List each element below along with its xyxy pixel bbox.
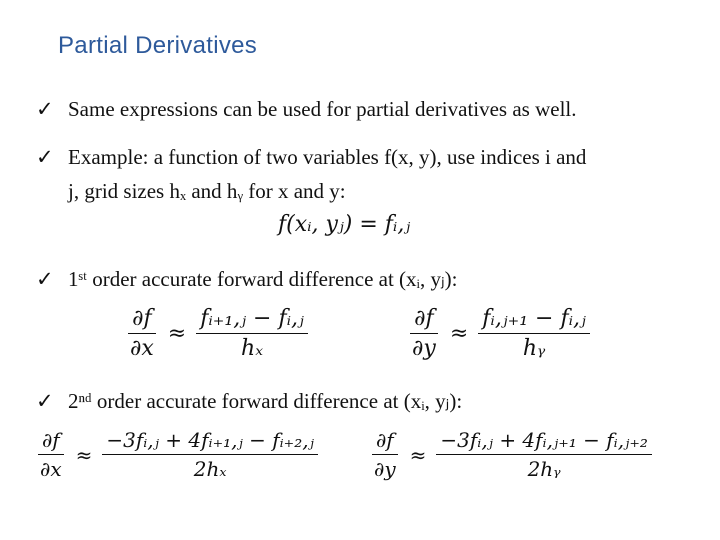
bullet-text-1: Same expressions can be used for partial derivatives as well. <box>68 97 577 121</box>
partial-y-lhs <box>408 306 440 361</box>
first-order-x-equation <box>120 306 314 361</box>
lhs-denominator: ∂y <box>412 336 436 361</box>
rhs-denominator: hₓ <box>241 336 264 361</box>
partial-x-lhs <box>36 428 66 481</box>
second-order-x-equation <box>30 428 324 481</box>
bullet-text-2a: Example: a function of two variables f(x, y), use indices i and <box>68 145 587 169</box>
lhs-numerator: ∂f <box>38 428 64 455</box>
slide-title: Partial Derivatives <box>58 32 258 59</box>
difference-quotient <box>436 428 652 481</box>
function-definition-equation <box>278 212 410 237</box>
lhs-numerator: ∂f <box>128 306 156 334</box>
rhs-denominator: 2hₓ <box>193 457 227 481</box>
partial-y-lhs <box>370 428 400 481</box>
approx-symbol: ≈ <box>409 442 427 467</box>
function-definition-text: f(xᵢ, yⱼ) = fᵢ,ⱼ <box>278 212 411 237</box>
rhs-denominator: 2hᵧ <box>527 457 561 481</box>
partial-x-lhs <box>126 306 158 361</box>
second-order-y-equation <box>364 428 658 481</box>
approx-symbol: ≈ <box>449 321 469 346</box>
rhs-numerator: fᵢ,ⱼ₊₁ − fᵢ,ⱼ <box>478 306 590 334</box>
approx-symbol: ≈ <box>167 321 187 346</box>
difference-quotient <box>102 428 318 481</box>
lhs-denominator: ∂x <box>40 457 62 481</box>
bullet-text-2b: j, grid sizes hₓ and hᵧ for x and y: <box>68 179 346 203</box>
rhs-numerator: −3fᵢ,ⱼ + 4fᵢ₊₁,ⱼ − fᵢ₊₂,ⱼ <box>102 428 318 455</box>
lhs-denominator: ∂x <box>130 336 154 361</box>
lhs-denominator: ∂y <box>374 457 396 481</box>
lhs-numerator: ∂f <box>410 306 438 334</box>
lhs-numerator: ∂f <box>372 428 398 455</box>
first-order-y-equation <box>402 306 596 361</box>
check-icon: ✓ <box>36 145 54 169</box>
difference-quotient <box>478 306 590 361</box>
rhs-numerator: −3fᵢ,ⱼ + 4fᵢ,ⱼ₊₁ − fᵢ,ⱼ₊₂ <box>436 428 652 455</box>
bullet-text-4: 2ⁿᵈ order accurate forward difference at (xᵢ, yⱼ): <box>68 389 463 413</box>
approx-symbol: ≈ <box>75 442 93 467</box>
rhs-numerator: fᵢ₊₁,ⱼ − fᵢ,ⱼ <box>196 306 308 334</box>
difference-quotient <box>196 306 308 361</box>
bullet-text-3: 1ˢᵗ order accurate forward difference at (xᵢ, yⱼ): <box>68 267 458 291</box>
check-icon: ✓ <box>36 267 54 291</box>
check-icon: ✓ <box>36 97 54 121</box>
rhs-denominator: hᵧ <box>522 336 546 361</box>
check-icon: ✓ <box>36 389 54 413</box>
